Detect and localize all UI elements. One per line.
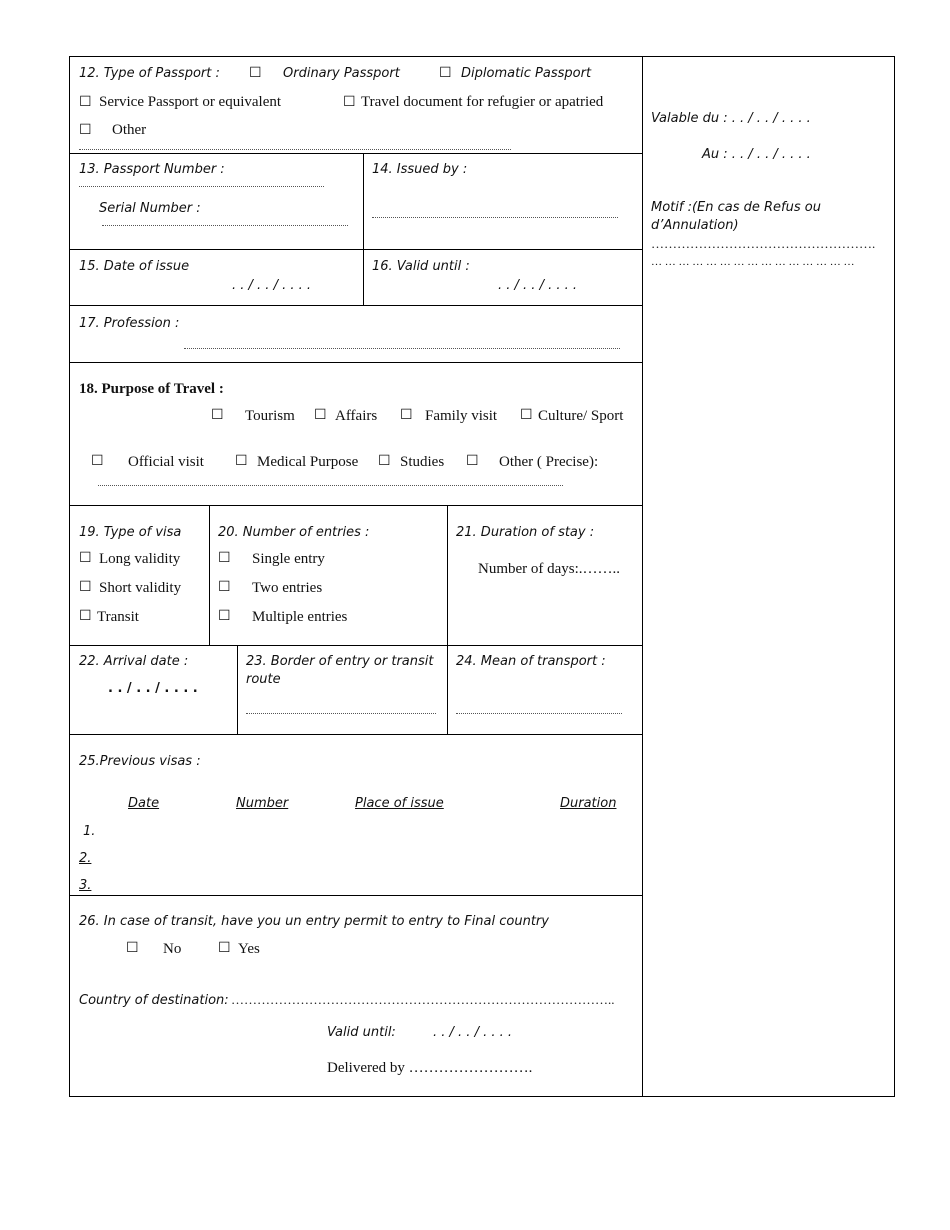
field-23-label-line2: route — [246, 672, 281, 687]
divider-13-15 — [69, 249, 642, 250]
affairs-checkbox[interactable]: ☐ — [314, 407, 327, 423]
transit-permit-no-checkbox[interactable]: ☐ — [126, 940, 139, 956]
previous-visas-row: 3. — [79, 878, 92, 893]
single-entry-checkbox[interactable]: ☐ — [218, 550, 231, 566]
transit-label: Transit — [97, 609, 139, 625]
field-16-label: 16. Valid until : — [372, 259, 470, 274]
travel-document-checkbox[interactable]: ☐ — [343, 94, 356, 110]
motif-line-2[interactable]: … … … … … … … … … … … … … … … — [651, 256, 855, 268]
ordinary-passport-checkbox[interactable]: ☐ — [249, 65, 262, 81]
multiple-entries-label: Multiple entries — [252, 609, 348, 625]
arrival-date-value[interactable]: . . / . . / . . . . — [108, 681, 198, 696]
transit-permit-yes-checkbox[interactable]: ☐ — [218, 940, 231, 956]
divider-17-18 — [69, 362, 642, 363]
diplomatic-passport-label: Diplomatic Passport — [461, 66, 592, 81]
previous-visas-col-date: Date — [128, 796, 160, 811]
transit-permit-no-label: No — [163, 941, 182, 957]
serial-number-label: Serial Number : — [99, 201, 201, 216]
ordinary-passport-label: Ordinary Passport — [283, 66, 400, 81]
field-23-label-line1: 23. Border of entry or transit — [246, 654, 434, 669]
other-purpose-label: Other ( Precise): — [499, 454, 599, 470]
previous-visas-row: 1. — [83, 824, 96, 839]
other-passport-line[interactable] — [79, 149, 511, 150]
other-purpose-checkbox[interactable]: ☐ — [466, 453, 479, 469]
au-field[interactable]: Au : . . / . . / . . . . — [702, 147, 811, 162]
delivered-by-field[interactable]: Delivered by ……………………. — [327, 1060, 533, 1076]
family-visit-label: Family visit — [425, 408, 498, 424]
form-left-border — [69, 56, 70, 1097]
transport-line[interactable] — [456, 713, 622, 714]
valable-du-field[interactable]: Valable du : . . / . . / . . . . — [651, 111, 811, 126]
country-of-destination-field[interactable]: …………………………………………………………………………….. — [231, 992, 615, 1007]
service-passport-checkbox[interactable]: ☐ — [79, 94, 92, 110]
diplomatic-passport-checkbox[interactable]: ☐ — [439, 65, 452, 81]
divider-19-22 — [69, 645, 642, 646]
divider-15-17 — [69, 305, 642, 306]
studies-label: Studies — [400, 454, 445, 470]
divider-18-19 — [69, 505, 642, 506]
other-passport-checkbox[interactable]: ☐ — [79, 122, 92, 138]
country-of-destination-label: Country of destination: — [79, 993, 229, 1008]
profession-line[interactable] — [184, 348, 620, 349]
divider-22-25 — [69, 734, 642, 735]
service-passport-label: Service Passport or equivalent — [99, 94, 282, 110]
culture-sport-checkbox[interactable]: ☐ — [520, 407, 533, 423]
affairs-label: Affairs — [335, 408, 378, 424]
field-19-label: 19. Type of visa — [79, 525, 182, 540]
two-entries-checkbox[interactable]: ☐ — [218, 579, 231, 595]
divider-25-26 — [69, 895, 642, 896]
short-validity-checkbox[interactable]: ☐ — [79, 579, 92, 595]
field-18-label: 18. Purpose of Travel : — [79, 381, 224, 397]
serial-number-line[interactable] — [102, 225, 348, 226]
short-validity-label: Short validity — [99, 580, 182, 596]
tourism-checkbox[interactable]: ☐ — [211, 407, 224, 423]
motif-label-line2: d’Annulation) — [651, 218, 739, 233]
divider-22-23 — [237, 645, 238, 734]
medical-purpose-checkbox[interactable]: ☐ — [235, 453, 248, 469]
form-divider-border — [642, 56, 643, 1097]
previous-visas-col-place: Place of issue — [355, 796, 444, 811]
tourism-label: Tourism — [245, 408, 295, 424]
field-15-label: 15. Date of issue — [79, 259, 190, 274]
field-12-label: 12. Type of Passport : — [79, 66, 220, 81]
previous-visas-row: 2. — [79, 851, 92, 866]
travel-document-label: Travel document for refugier or apatried — [361, 94, 604, 110]
culture-sport-label: Culture/ Sport — [538, 408, 624, 424]
family-visit-checkbox[interactable]: ☐ — [400, 407, 413, 423]
divider-12-13 — [69, 153, 642, 154]
form-right-border — [894, 56, 895, 1097]
form-bottom-border — [69, 1096, 895, 1097]
transit-checkbox[interactable]: ☐ — [79, 608, 92, 624]
field-20-label: 20. Number of entries : — [218, 525, 370, 540]
form-top-border — [69, 56, 895, 57]
motif-line-1[interactable]: ……………………………………………. — [651, 236, 876, 251]
studies-checkbox[interactable]: ☐ — [378, 453, 391, 469]
motif-label: Motif :(En cas de Refus ou — [651, 200, 821, 215]
field-17-label: 17. Profession : — [79, 316, 180, 331]
field-21-label: 21. Duration of stay : — [456, 525, 595, 540]
destination-valid-until-value[interactable]: . . / . . / . . . . — [433, 1025, 513, 1040]
date-of-issue-value[interactable]: . . / . . / . . . . — [232, 278, 312, 293]
long-validity-checkbox[interactable]: ☐ — [79, 550, 92, 566]
other-purpose-line[interactable] — [98, 485, 563, 486]
divider-20-21 — [447, 505, 448, 734]
field-22-label: 22. Arrival date : — [79, 654, 189, 669]
field-25-label: 25.Previous visas : — [79, 754, 201, 769]
previous-visas-col-duration: Duration — [560, 796, 617, 811]
transit-permit-yes-label: Yes — [238, 941, 260, 957]
official-visit-label: Official visit — [128, 454, 204, 470]
previous-visas-col-number: Number — [236, 796, 289, 811]
issued-by-line[interactable] — [372, 217, 618, 218]
multiple-entries-checkbox[interactable]: ☐ — [218, 608, 231, 624]
single-entry-label: Single entry — [252, 551, 325, 567]
other-passport-label: Other — [112, 122, 147, 138]
field-24-label: 24. Mean of transport : — [456, 654, 606, 669]
medical-purpose-label: Medical Purpose — [257, 454, 359, 470]
passport-number-line[interactable] — [79, 186, 324, 187]
two-entries-label: Two entries — [252, 580, 323, 596]
field-26-label: 26. In case of transit, have you un entry permit to entry to Final country — [79, 914, 549, 929]
official-visit-checkbox[interactable]: ☐ — [91, 453, 104, 469]
divider-19-20 — [209, 505, 210, 645]
valid-until-value[interactable]: . . / . . / . . . . — [498, 278, 578, 293]
border-entry-line[interactable] — [246, 713, 436, 714]
field-14-label: 14. Issued by : — [372, 162, 468, 177]
field-13-label: 13. Passport Number : — [79, 162, 225, 177]
destination-valid-until-label: Valid until: — [327, 1025, 396, 1040]
divider-13-14 — [363, 153, 364, 305]
long-validity-label: Long validity — [99, 551, 181, 567]
number-of-days-field[interactable]: Number of days:.…….. — [478, 561, 621, 577]
